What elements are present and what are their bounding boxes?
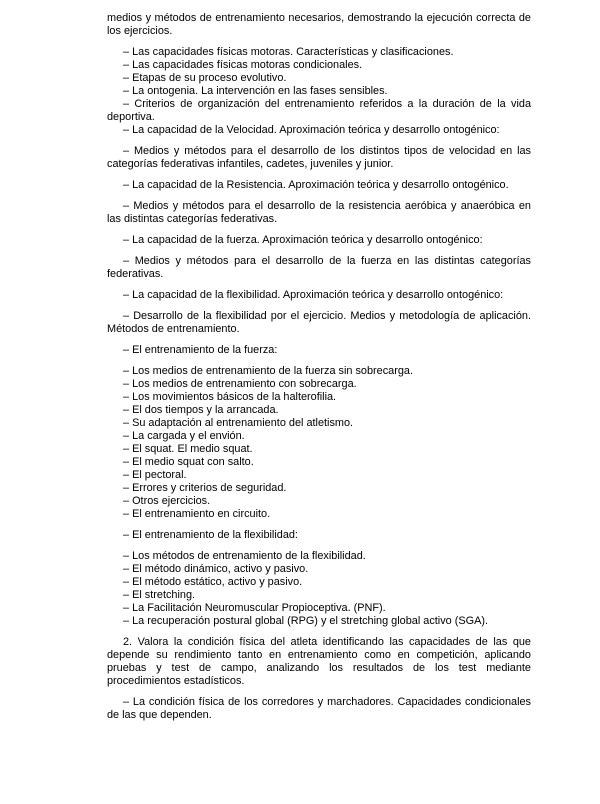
paragraph: – Medios y métodos para el desarrollo de los distintos tipos de velocidad en las categorías federativas infantiles, cadetes, juveniles y junior. xyxy=(107,145,531,170)
paragraph: – La capacidad de la fuerza. Aproximación teórica y desarrollo ontogénico: xyxy=(123,234,483,246)
list-item: – La cargada y el envión. xyxy=(123,430,245,442)
paragraph: – Desarrollo de la flexibilidad por el ejercicio. Medios y metodología de aplicación. Métodos de entrenamiento. xyxy=(107,310,531,335)
list-item: – La ontogenia. La intervención en las fases sensibles. xyxy=(123,85,388,97)
list-item: – Errores y criterios de seguridad. xyxy=(123,482,287,494)
list-item: – El medio squat con salto. xyxy=(123,456,254,468)
paragraph: – La capacidad de la Resistencia. Aproximación teórica y desarrollo ontogénico. xyxy=(123,179,509,191)
list-item: – Las capacidades físicas motoras. Características y clasificaciones. xyxy=(123,46,454,58)
list-item: – Otros ejercicios. xyxy=(123,495,211,507)
strength-training-list xyxy=(107,365,531,521)
list-item: – El stretching. xyxy=(123,589,196,601)
paragraph: – Medios y métodos para el desarrollo de la fuerza en las distintas categorías federativas. xyxy=(107,255,531,280)
list-item: – El método dinámico, activo y pasivo. xyxy=(123,563,309,575)
section-heading: – El entrenamiento de la fuerza: xyxy=(123,344,278,356)
list-item: – Las capacidades físicas motoras condicionales. xyxy=(123,59,363,71)
list-item: – Los medios de entrenamiento con sobrecarga. xyxy=(123,378,357,390)
paragraph: medios y métodos de entrenamiento necesarios, demostrando la ejecución correcta de los ejercicios. xyxy=(107,12,531,37)
numbered-paragraph: 2. Valora la condición física del atleta identificando las capacidades de las que depende su rendimiento tanto en entrenamiento como en competición, aplicando pruebas y test de campo, analizando los resultados de los test mediante procedimientos estadísticos. xyxy=(107,636,531,687)
list-item: – Criterios de organización del entrenamiento referidos a la duración de la vida deportiva. xyxy=(107,98,531,123)
list-item: – El entrenamiento en circuito. xyxy=(123,508,271,520)
list-item: – Su adaptación al entrenamiento del atletismo. xyxy=(123,417,354,429)
document-page xyxy=(107,12,531,730)
flexibility-training-list xyxy=(107,550,531,628)
paragraph: – La capacidad de la flexibilidad. Aproximación teórica y desarrollo ontogénico: xyxy=(123,289,504,301)
list-item: – La Facilitación Neuromuscular Propioceptiva. (PNF). xyxy=(123,602,386,614)
list-item: – El squat. El medio squat. xyxy=(123,443,253,455)
list-item: – Los movimientos básicos de la halterofilia. xyxy=(123,391,337,403)
list-item: – Etapas de su proceso evolutivo. xyxy=(123,72,287,84)
list-item: – El dos tiempos y la arrancada. xyxy=(123,404,279,416)
list-item: – La capacidad de la Velocidad. Aproximación teórica y desarrollo ontogénico: xyxy=(123,124,500,136)
paragraph: – Medios y métodos para el desarrollo de la resistencia aeróbica y anaeróbica en las distintas categorías federativas. xyxy=(107,200,531,225)
capacities-list xyxy=(107,46,531,137)
section-heading: – El entrenamiento de la flexibilidad: xyxy=(123,529,298,541)
list-item: – El método estático, activo y pasivo. xyxy=(123,576,303,588)
paragraph: – La condición física de los corredores y marchadores. Capacidades condicionales de las que dependen. xyxy=(107,696,531,721)
list-item: – Los métodos de entrenamiento de la flexibilidad. xyxy=(123,550,366,562)
list-item: – La recuperación postural global (RPG) y el stretching global activo (SGA). xyxy=(123,615,489,627)
list-item: – Los medios de entrenamiento de la fuerza sin sobrecarga. xyxy=(123,365,413,377)
list-item: – El pectoral. xyxy=(123,469,187,481)
